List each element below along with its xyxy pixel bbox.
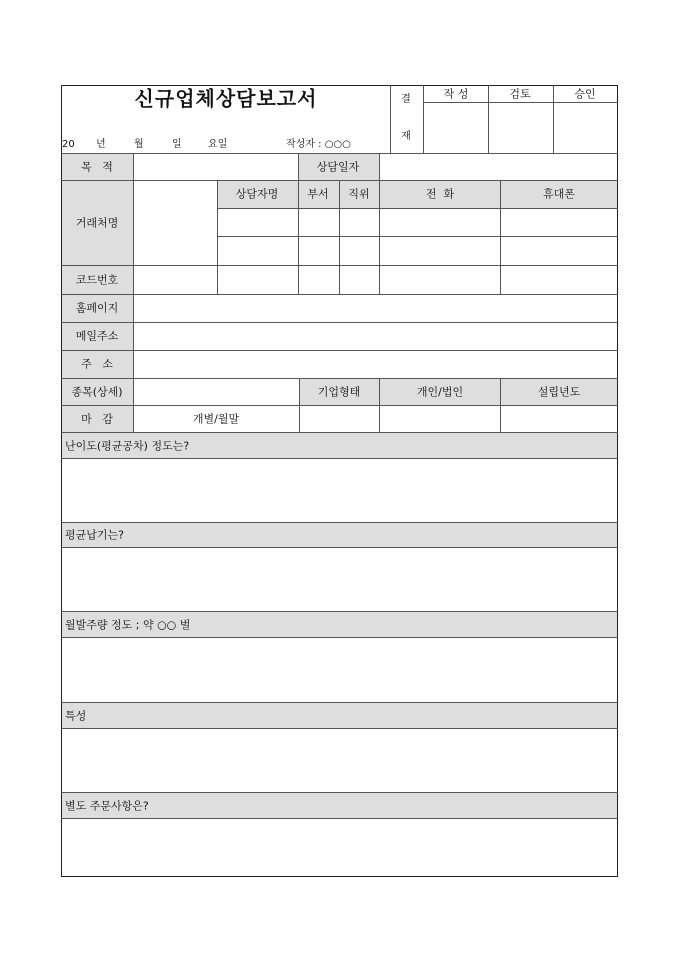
section-difficulty: 난이도(평균공차) 정도는? [65,439,190,453]
approval-col-approve: 승인 [574,87,596,101]
department-label: 부서 [307,187,329,201]
mobile-label: 휴대폰 [543,187,575,201]
page-title: 신규업체상담보고서 [134,86,318,111]
company-type-label: 기업형태 [317,385,361,399]
section-4-bg [62,703,617,728]
position-label: 직위 [348,187,370,201]
closing-label: 마 감 [81,412,113,426]
section-monthly-order: 월발주량 정도 ; 약 ○○ 벌 [65,618,191,632]
date-year: 년 [96,139,106,150]
purpose-label: 목 적 [81,160,113,174]
section-2-bg [62,523,617,547]
contact-name-label: 상담자명 [235,187,279,201]
client-name-label: 거래처명 [75,216,119,230]
date-weekday: 요일 [208,139,228,150]
approval-label-bottom: 재 [401,131,411,142]
address-label: 주 소 [81,357,113,371]
approval-col-write: 작 성 [443,87,469,101]
section-characteristics: 특성 [65,709,87,723]
date-year-prefix: 20 [62,139,75,150]
closing-value: 개별/월말 [192,412,240,426]
date-month: 월 [134,139,144,150]
individual-corp-label: 개인/법인 [416,385,464,399]
author-line: 작성자 : ○○○ [286,139,351,150]
consult-date-label: 상담일자 [316,160,360,174]
approval-label-top: 결 [401,94,411,105]
section-lead-time: 평균납기는? [65,528,124,542]
item-detail-label: 종목(상세) [71,385,123,399]
section-special-order: 별도 주문사항은? [65,799,149,813]
homepage-label: 홈페이지 [75,301,119,315]
phone-label: 전 화 [425,187,455,201]
code-number-label: 코드번호 [75,273,119,287]
date-day: 일 [172,139,182,150]
approval-col-review: 검토 [509,87,531,101]
founded-year-label: 설립년도 [537,385,581,399]
email-label: 메일주소 [75,329,119,343]
